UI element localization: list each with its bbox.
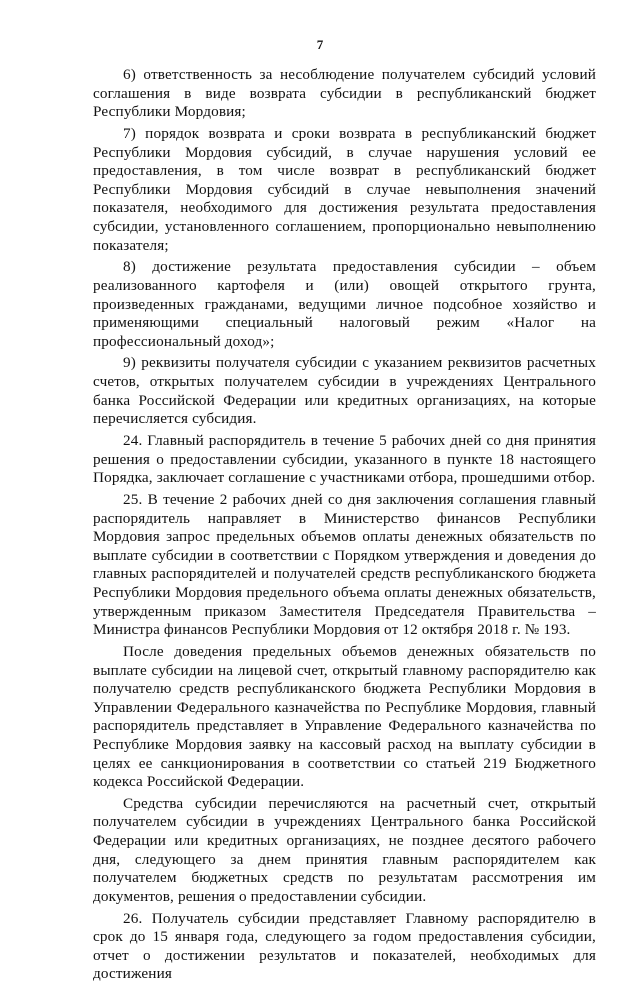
paragraph-clause-26: 26. Получатель субсидии представляет Главному распорядителю в срок до 15 января года, следующего за годом предоставления субсидии, отчет о достижении результатов и показателей, необходимых для достижения — [93, 909, 596, 983]
page-number: 7 — [316, 37, 324, 52]
paragraph-clause-25-cont-1: После доведения предельных объемов денежных обязательств по выплате субсидии на лицевой счет, открытый главному распорядителю как получателю средств республиканского бюджета Республики Мордовия в Управлении Федерального казначейства по Республике Мордовия, главный распорядитель представляет в Управление Федерального казначейства по Республике Мордовия заявку на кассовый расход на выплату субсидии в целях ее санкционирования в соответствии со статьей 219 Бюджетного кодекса Российской Федерации. — [93, 642, 596, 791]
paragraph-item-7: 7) порядок возврата и сроки возврата в республиканский бюджет Республики Мордовия субсидий, в случае нарушения условий ее предоставления, в том числе возврат в республиканский бюджет Республики Мордовия субсидий в случае невыполнения значений показателя, необходимого для достижения результата предоставления субсидии, установленного соглашением, пропорционально невыполнению показателя; — [93, 124, 596, 254]
document-body — [93, 66, 596, 987]
paragraph-item-8: 8) достижение результата предоставления субсидии – объем реализованного картофеля и (или) овощей открытого грунта, произведенных гражданами, ведущими личное подсобное хозяйство и применяющими специальный налоговый режим «Налог на профессиональный доход»; — [93, 258, 596, 350]
paragraph-clause-25: 25. В течение 2 рабочих дней со дня заключения соглашения главный распорядитель направляет в Министерство финансов Республики Мордовия запрос предельных объемов оплаты денежных обязательств по выплате субсидии в соответствии с Порядком утверждения и доведения до главных распорядителей и получателей средств республиканского бюджета Республики Мордовия предельного объема оплаты денежных обязательств, утвержденным приказом Заместителя Председателя Правительства – Министра финансов Республики Мордовия от 12 октября 2018 г. № 193. — [93, 491, 596, 639]
paragraph-clause-24: 24. Главный распорядитель в течение 5 рабочих дней со дня принятия решения о предоставлении субсидии, указанного в пункте 18 настоящего Порядка, заключает соглашение с участниками отбора, прошедшими отбор. — [93, 432, 596, 487]
paragraph-clause-25-cont-2: Средства субсидии перечисляются на расчетный счет, открытый получателем субсидии в учреждениях Центрального банка Российской Федерации или кредитных организациях, не позднее десятого рабочего дня, следующего за днем принятия главным распорядителем как получателем бюджетных средств по результатам рассмотрения им документов, решения о предоставлении субсидии. — [93, 794, 596, 905]
paragraph-item-6: 6) ответственность за несоблюдение получателем субсидий условий соглашения в виде возврата субсидии в республиканский бюджет Республики Мордовия; — [93, 66, 596, 121]
paragraph-item-9: 9) реквизиты получателя субсидии с указанием реквизитов расчетных счетов, открытых получателем субсидии в учреждениях Центрального банка Российской Федерации или кредитных организациях, на которые перечисляется субсидия. — [93, 354, 596, 428]
